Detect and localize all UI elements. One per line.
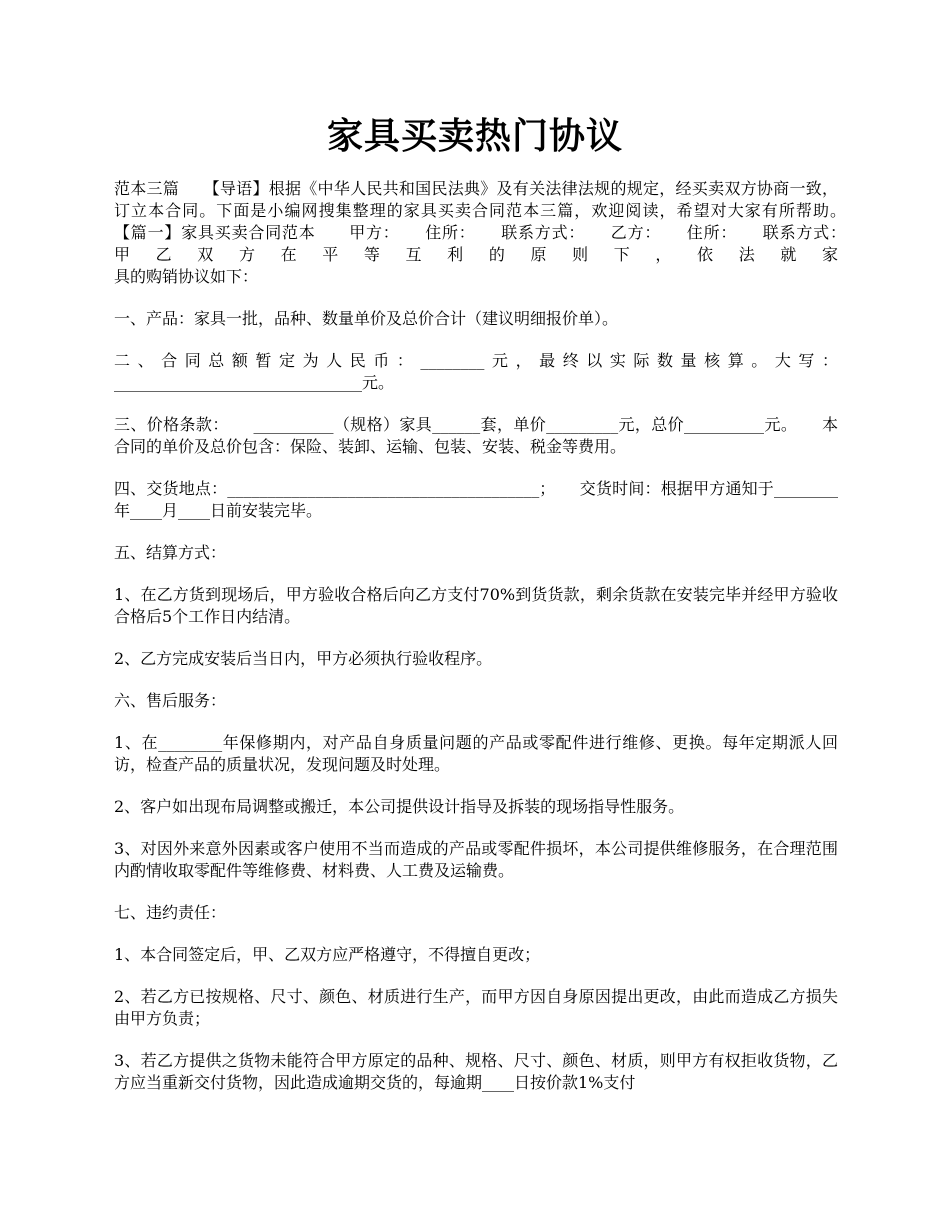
liability-item-2: 2、若乙方已按规格、尺寸、颜色、材质进行生产，而甲方因自身原因提出更改，由此而造成乙方损失由甲方负责； xyxy=(114,987,838,1028)
after-sales-item-3: 3、对因外来意外因素或客户使用不当而造成的产品或零配件损坏，本公司提供维修服务，在合理范围内酌情收取零配件等维修费、材料费、人工费及运输费。 xyxy=(114,839,838,880)
after-sales-item-2: 2、客户如出现布局调整或搬迁，本公司提供设计指导及拆装的现场指导性服务。 xyxy=(114,797,685,816)
intro-text: 范本三篇 【导语】根据《中华人民共和国民法典》及有关法律法规的规定，经买卖双方协商一致，订立本合同。下面是小编网搜集整理的家具买卖合同范本三篇，欢迎阅读，希望对大家有所帮助。 【篇一】家具买卖合同范本 甲方： 住所： 联系方式： 乙方： 住所： 联系方式： 甲乙双方在平等互利的原则下，依法就家 xyxy=(114,179,871,264)
intro-text-tail: 具的购销协议如下： xyxy=(114,267,259,286)
settlement-item-1: 1、在乙方货到现场后，甲方验收合格后向乙方支付70%到货货款，剩余货款在安装完毕并经甲方验收合格后5个工作日内结清。 xyxy=(114,585,838,626)
liability-item-3: 3、若乙方提供之货物未能符合甲方原定的品种、规格、尺寸、颜色、材质，则甲方有权拒收货物，乙方应当重新交付货物，因此造成逾期交货的，每逾期____日按价款1%支付 xyxy=(114,1051,838,1092)
clause-delivery: 四、交货地点：_______________________________________； 交货时间：根据甲方通知于________年____月____日前安装完毕。 xyxy=(114,479,838,520)
clause-price-terms: 三、价格条款： __________（规格）家具______套，单价_________元，总价__________元。 本合同的单价及总价包含：保险、装卸、运输、包装、安装、税金等费用。 xyxy=(114,415,838,456)
section-heading-after-sales: 六、售后服务： xyxy=(114,691,227,710)
document-body xyxy=(114,178,871,1114)
intro-paragraph xyxy=(114,178,871,288)
clause-product: 一、产品：家具一批，品种、数量单价及总价合计（建议明细报价单）。 xyxy=(114,309,619,328)
settlement-item-2: 2、乙方完成安装后当日内，甲方必须执行验收程序。 xyxy=(114,649,493,668)
liability-item-1: 1、本合同签定后，甲、乙双方应严格遵守，不得擅自更改； xyxy=(114,945,541,964)
section-heading-settlement: 五、结算方式： xyxy=(114,543,227,562)
clause-total-amount: 二、合同总额暂定为人民币：________元，最终以实际数量核算。大写：_______________________________元。 xyxy=(114,351,838,392)
document-title: 家具买卖热门协议 xyxy=(326,115,623,157)
after-sales-item-1: 1、在________年保修期内，对产品自身质量问题的产品或零配件进行维修、更换。每年定期派人回访，检查产品的质量状况，发现问题及时处理。 xyxy=(114,733,838,774)
section-heading-liability: 七、违约责任： xyxy=(114,903,227,922)
